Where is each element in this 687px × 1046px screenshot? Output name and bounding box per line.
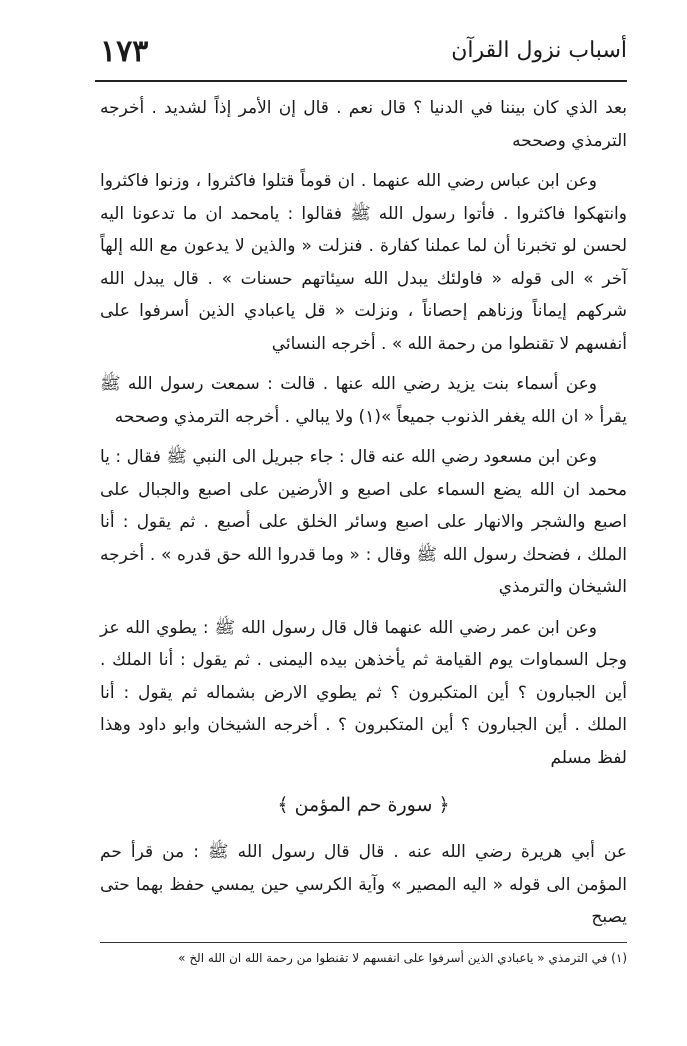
- running-title: أسباب نزول القرآن: [451, 38, 627, 63]
- page-header: [100, 34, 627, 76]
- hadith-paragraph: وعن أسماء بنت يزيد رضي الله عنها . قالت : سمعت رسول الله ﷺ يقرأ « ان الله يغفر الذنوب جميعاً »(١) ولا يبالي . أخرجه الترمذي وصححه: [100, 374, 627, 427]
- surah-heading: ﴿ سورة حم المؤمن ﴾: [277, 794, 450, 816]
- footnote: (١) في الترمذي « ياعبادي الذين أسرفوا على انفسهم لا تقنطوا من رحمة الله ان الله الخ »: [178, 951, 627, 965]
- hadith-paragraph: وعن ابن مسعود رضي الله عنه قال : جاء جبريل الى النبي ﷺ فقال : يا محمد ان الله يضع السماء على اصبع و الأرضين على اصبع والجبال على اصبع والشجر والانهار على اصبع وسائر الخلق على أصبع . ثم يقول : أنا الملك ، فضحك رسول الله ﷺ وقال : « وما قدروا الله حق قدره » . أخرجه الشيخان والترمذي: [100, 447, 627, 597]
- hadith-paragraph: وعن ابن عباس رضي الله عنهما . ان قوماً قتلوا فاكثروا ، وزنوا فاكثروا وانتهكوا فاكثروا . فأتوا رسول الله ﷺ فقالوا : يامحمد ان ما تدعونا اليه لحسن لو تخبرنا أن لما عملنا كفارة . فنزلت « والذين لا يدعون مع الله إلهاً آخر » الى قوله « فاولئك يبدل الله سيئاتهم حسنات » . قال يبدل الله شركهم إيماناً وزناهم إحصاناً ، ونزلت « قل ياعبادي الذين أسرفوا على أنفسهم لا تقنطوا من رحمة الله » . أخرجه النسائي: [100, 171, 627, 354]
- closing-paragraph: عن أبي هريرة رضي الله عنه . قال قال رسول الله ﷺ : من قرأ حم المؤمن الى قوله « اليه المصير » وآية الكرسي حين يمسي حفظ بهما حتى يصبح: [100, 842, 627, 927]
- hadith-paragraph: وعن ابن عمر رضي الله عنهما قال قال رسول الله ﷺ : يطوي الله عز وجل السماوات يوم القيامة ثم يأخذهن بيده اليمنى . ثم يقول : أنا الملك . أين الجبارون ؟ أين المتكبرون ؟ ثم يطوي الارض بشماله ثم يقول : أنا الملك . أين الجبارون ؟ أين المتكبرون ؟ . أخرجه الشيخان وابو داود وهذا لفظ مسلم: [100, 617, 627, 768]
- page-body: [100, 92, 627, 934]
- continuation-paragraph: بعد الذي كان بيننا في الدنيا ؟ قال نعم . قال إن الأمر إذاً لشديد . أخرجه الترمذي وصححه: [100, 98, 627, 151]
- page-number: ١٧٣: [100, 34, 149, 69]
- footnote-divider: [100, 942, 627, 943]
- header-divider: [95, 80, 627, 82]
